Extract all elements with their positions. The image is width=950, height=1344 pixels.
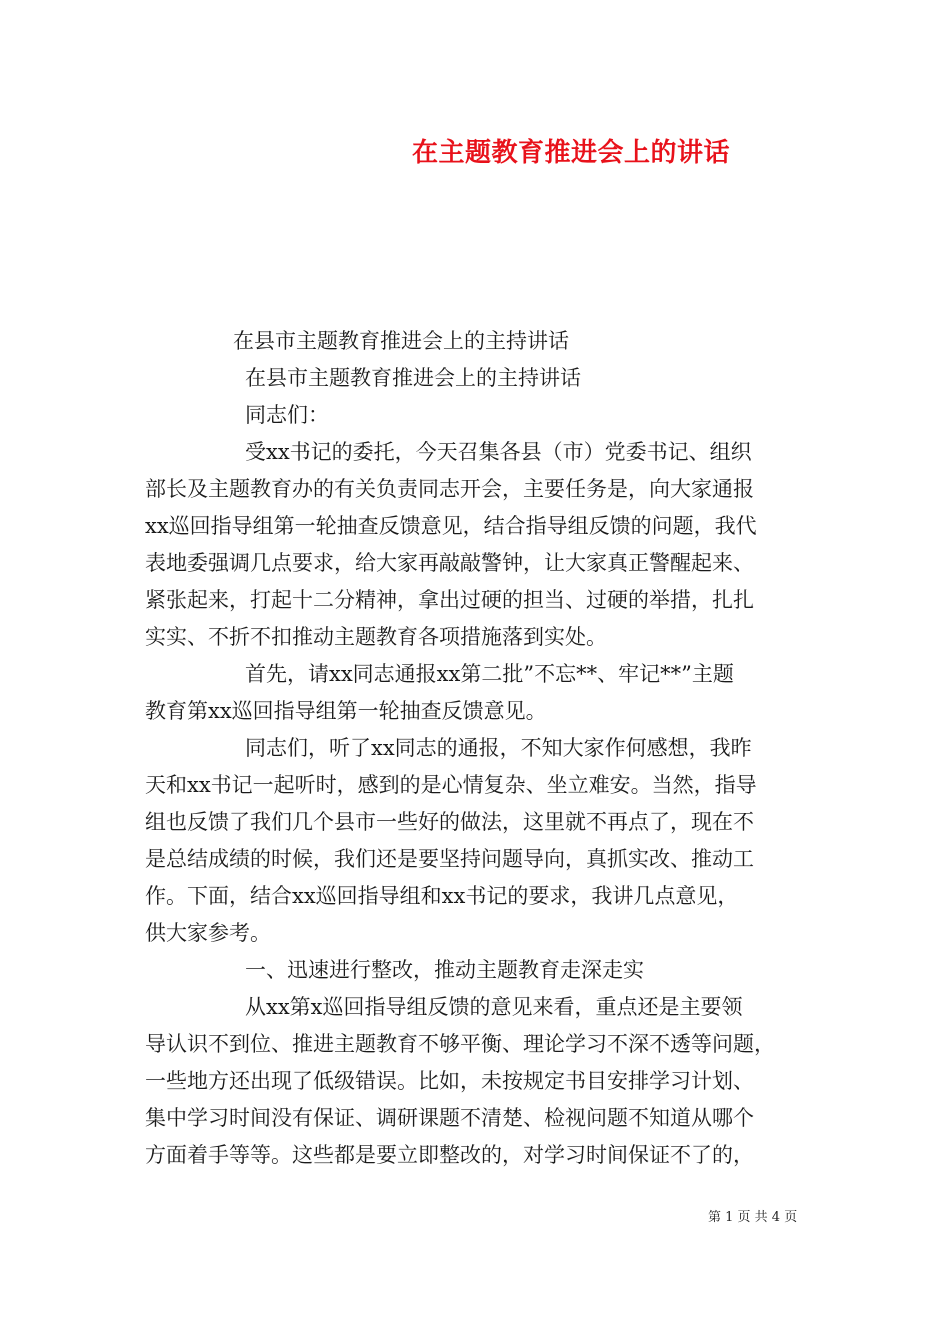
- paragraph-line: 是总结成绩的时候，我们还是要坚持问题导向，真抓实改、推动工: [145, 847, 754, 871]
- paragraph-line: 天和xx书记一起听时，感到的是心情复杂、坐立难安。当然，指导: [145, 773, 757, 797]
- salutation: 同志们：: [245, 403, 329, 427]
- subtitle-line: 在县市主题教育推进会上的主持讲话: [233, 329, 569, 353]
- paragraph-line: 组也反馈了我们几个县市一些好的做法，这里就不再点了，现在不: [145, 810, 754, 834]
- subtitle-line: 在县市主题教育推进会上的主持讲话: [245, 366, 581, 390]
- paragraph-line: 一些地方还出现了低级错误。比如，未按规定书目安排学习计划、: [145, 1069, 754, 1093]
- section-heading: 一、迅速进行整改，推动主题教育走深走实: [245, 958, 644, 982]
- paragraph-line: 方面着手等等。这些都是要立即整改的，对学习时间保证不了的，: [145, 1143, 754, 1167]
- paragraph-line: 从xx第x巡回指导组反馈的意见来看，重点还是主要领: [245, 995, 743, 1019]
- paragraph-line: 集中学习时间没有保证、调研课题不清楚、检视问题不知道从哪个: [145, 1106, 754, 1130]
- paragraph-line: 紧张起来，打起十二分精神，拿出过硬的担当、过硬的举措，扎扎: [145, 588, 754, 612]
- paragraph-line: 教育第xx巡回指导组第一轮抽查反馈意见。: [145, 699, 547, 723]
- document-title: 在主题教育推进会上的讲话: [412, 138, 731, 168]
- page-number: 第 1 页 共 4 页: [708, 1210, 798, 1225]
- paragraph-line: 受xx书记的委托，今天召集各县（市）党委书记、组织: [245, 440, 752, 464]
- paragraph-line: 供大家参考。: [145, 921, 271, 945]
- paragraph-line: 实实、不折不扣推动主题教育各项措施落到实处。: [145, 625, 607, 649]
- paragraph-line: 作。下面，结合xx巡回指导组和xx书记的要求，我讲几点意见，: [145, 884, 739, 908]
- paragraph-line: 表地委强调几点要求，给大家再敲敲警钟，让大家真正警醒起来、: [145, 551, 754, 575]
- paragraph-line: 首先，请xx同志通报xx第二批”不忘**、牢记**”主题: [245, 662, 734, 686]
- paragraph-line: xx巡回指导组第一轮抽查反馈意见，结合指导组反馈的问题，我代: [145, 514, 757, 538]
- paragraph-line: 导认识不到位、推进主题教育不够平衡、理论学习不深不透等问题，: [145, 1032, 775, 1056]
- paragraph-line: 部长及主题教育办的有关负责同志开会，主要任务是，向大家通报: [145, 477, 754, 501]
- paragraph-line: 同志们，听了xx同志的通报，不知大家作何感想，我昨: [245, 736, 752, 760]
